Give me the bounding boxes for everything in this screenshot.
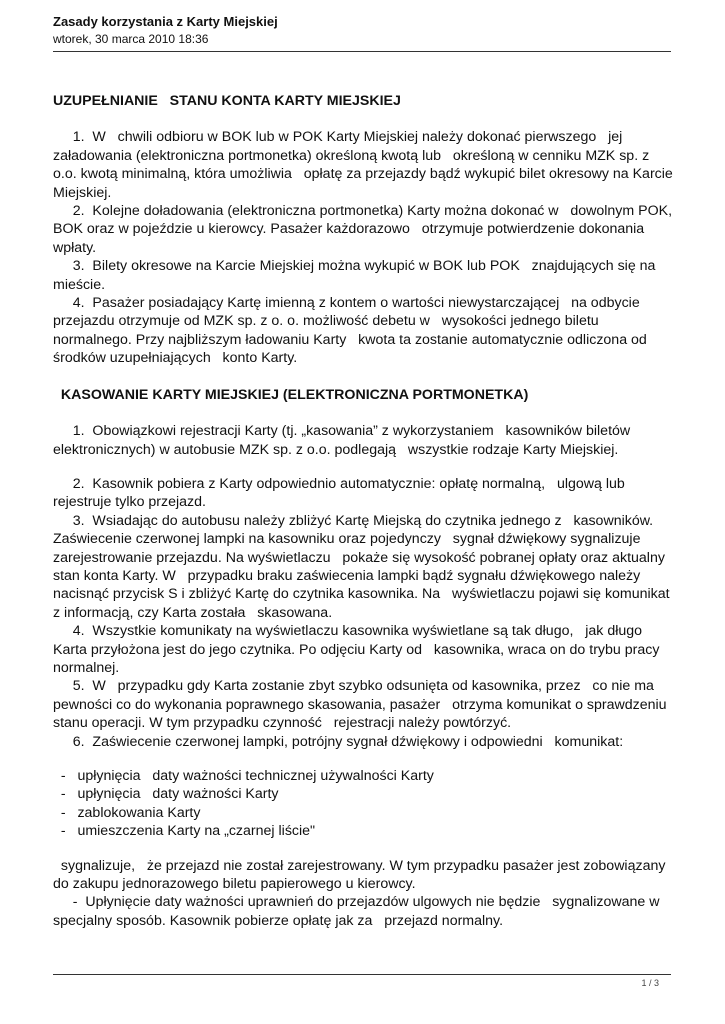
- bullet-item: - upłynięcia daty ważności technicznej używalności Karty: [53, 768, 434, 784]
- section-list-uzupelnianie: [53, 128, 675, 367]
- list-item: 4. Pasażer posiadający Kartę imienną z kontem o wartości niewystarczającej na odbycie przejazdu otrzymuje od MZK sp. z o. o. możliwość debetu w wysokości jednego biletu normalnego. Przy najbliższym ładowaniu Karty kwota ta zostanie automatycznie odliczona od środków uzupełniających konto Karty.: [53, 295, 651, 367]
- footer-divider: [53, 974, 671, 975]
- list-item: 6. Zaświecenie czerwonej lampki, potrójny sygnał dźwiękowy i odpowiedni komunikat:: [53, 733, 624, 750]
- list-item: 4. Wszystkie komunikaty na wyświetlaczu kasownika wyświetlane są tak długo, jak długo Karta przyłożona jest do jego czytnika. Po odjęciu Karty od kasownika, wraca on do trybu pracy normalnej.: [53, 623, 664, 676]
- closing-paragraph: - Upłynięcie daty ważności uprawnień do przejazdów ulgowych nie będzie sygnalizowane w specjalny sposób. Kasownik pobierze opłatę jak za przejazd normalny.: [53, 894, 664, 929]
- document-body: [53, 92, 675, 930]
- bullet-item: - upłynięcia daty ważności Karty: [53, 786, 279, 803]
- bullet-list: [53, 767, 675, 841]
- document-date: wtorek, 30 marca 2010 18:36: [53, 32, 209, 46]
- closing-paragraph: sygnalizuje, że przejazd nie został zarejestrowany. W tym przypadku pasażer jest zobowiązany do zakupu jednorazowego biletu papierowego u kierowcy.: [53, 857, 670, 893]
- list-item: 3. Wsiadając do autobusu należy zbliżyć Kartę Miejską do czytnika jednego z kasowników. Zaświecenie czerwonej lampki na kasowniku oraz pojedynczy sygnał dźwiękowy sygnalizuje zarejestrowanie przejazdu. Na wyświetlaczu pokaże się wysokość pobranej opłaty oraz aktualny stan konta Karty. W przypadku braku zaświecenia lampki bądź sygnału dźwiękowego należy nacisnąć przycisk S i zbliżyć Kartę do czytnika kasownika. Na wyświetlaczu pojawi się komunikat z informacją, czy Karta została skasowana.: [53, 512, 674, 621]
- section-list-kasowanie: [53, 475, 675, 751]
- bullet-item: - umieszczenia Karty na „czarnej liście": [53, 823, 316, 840]
- list-item: 2. Kolejne doładowania (elektroniczna portmonetka) Karty można dokonać w dowolnym POK, BOK oraz w pojeździe u kierowcy. Pasażer każdorazowo otrzymuje potwierdzenie dokonania wpłaty.: [53, 203, 677, 256]
- section-heading-kasowanie: KASOWANIE KARTY MIEJSKIEJ (ELEKTRONICZNA PORTMONETKA): [53, 386, 529, 403]
- list-item: 3. Bilety okresowe na Karcie Miejskiej można wykupić w BOK lub POK znajdujących się na mieście.: [53, 258, 660, 293]
- bullet-item: - zablokowania Karty: [53, 804, 201, 821]
- list-item: 2. Kasownik pobiera z Karty odpowiednio automatycznie: opłatę normalną, ulgową lub rejestruje tylko przejazd.: [53, 475, 629, 511]
- header-divider: [53, 51, 671, 52]
- list-item: 5. W przypadku gdy Karta zostanie zbyt szybko odsunięta od kasownika, przez co nie ma pewności co do wykonania poprawnego skasowania, pasażer otrzyma komunikat o sprawdzeniu stanu operacji. W tym przypadku czynność rejestracji należy powtórzyć.: [53, 678, 671, 732]
- list-item: 1. W chwili odbioru w BOK lub w POK Karty Miejskiej należy dokonać pierwszego jej załadowania (elektroniczna portmonetka) określoną kwotą lub określoną w cenniku MZK sp. z o.o. kwotą minimalną, która umożliwia opłatę za przejazdy bądź wykupić bilet okresowy na Karcie Miejskiej.: [53, 129, 677, 201]
- page-number: 1 / 3: [641, 978, 659, 988]
- section-heading-uzupelnianie: UZUPEŁNIANIE STANU KONTA KARTY MIEJSKIEJ: [53, 93, 401, 109]
- list-item: 1. Obowiązkowi rejestracji Karty (tj. „kasowania” z wykorzystaniem kasowników biletów elektronicznych) w autobusie MZK sp. z o.o. podlegają wszystkie rodzaje Karty Miejskiej.: [53, 423, 635, 458]
- document-title: Zasady korzystania z Karty Miejskiej: [53, 14, 278, 29]
